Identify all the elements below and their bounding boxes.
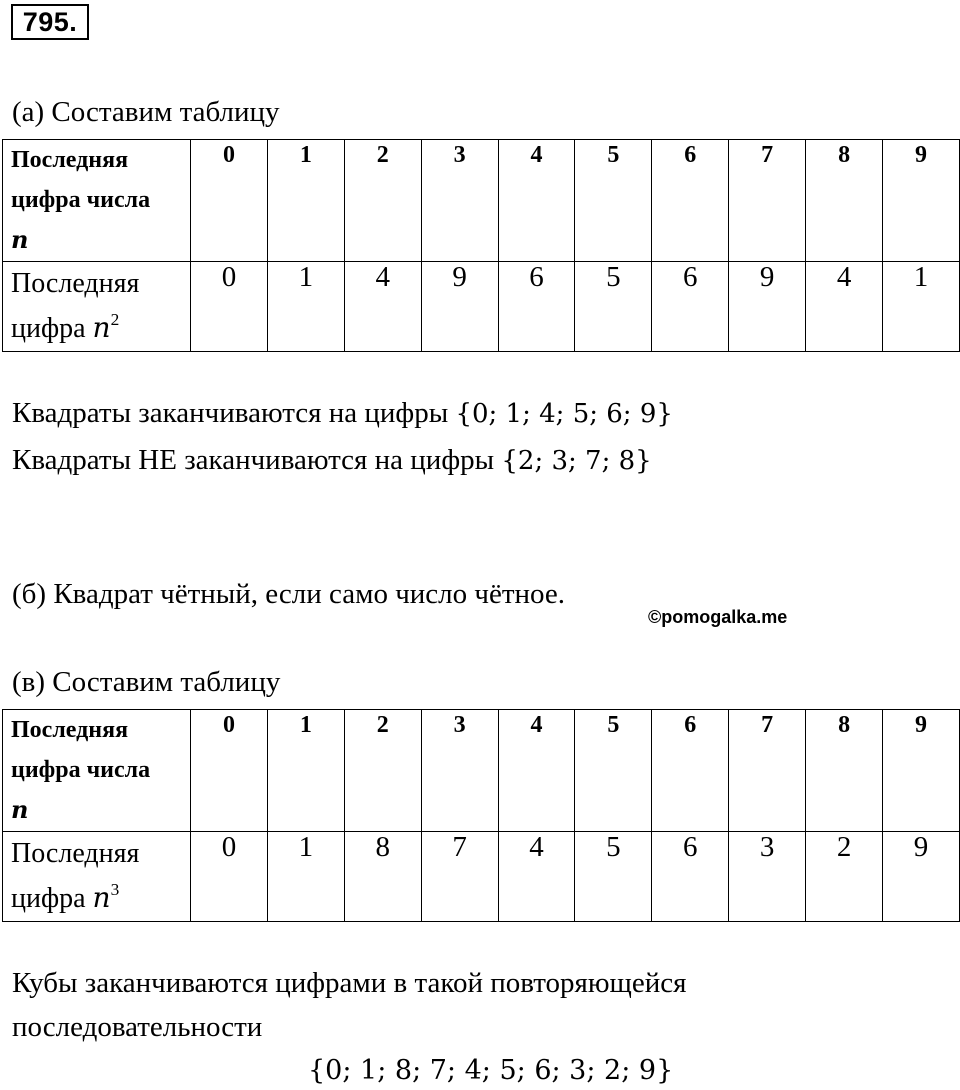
row-header-line: цифра числа (11, 757, 151, 783)
digit-value: 4 (498, 832, 575, 922)
digit-header: 7 (729, 710, 806, 832)
cubes-sequence-set: {0; 1; 8; 7; 4; 5; 6; 3; 2; 9} (308, 1055, 674, 1086)
digit-header: 9 (883, 710, 960, 832)
digit-header: 0 (191, 140, 268, 262)
digit-value: 6 (652, 832, 729, 922)
digit-value: 3 (729, 832, 806, 922)
digit-header: 2 (344, 710, 421, 832)
variable-n: n (92, 311, 111, 344)
part-b-text: (б) Квадрат чётный, если само число чётное. (12, 578, 566, 610)
variable-n: n (11, 225, 29, 254)
row-value-label-cell (3, 832, 191, 922)
digit-header: 1 (267, 710, 344, 832)
row-value-line: Последняя (11, 268, 140, 299)
exponent: 2 (110, 309, 120, 329)
table-row (3, 140, 960, 262)
variable-n: n (11, 795, 29, 824)
row-header-line: цифра числа (11, 187, 151, 213)
row-header-cell (3, 140, 191, 262)
digit-value: 9 (421, 262, 498, 352)
digit-header: 6 (652, 710, 729, 832)
row-header-line: Последняя (11, 717, 129, 743)
table-cubes (2, 709, 960, 922)
digit-header: 8 (806, 140, 883, 262)
digit-value: 6 (498, 262, 575, 352)
cubes-sequence-line2: последовательности (12, 1011, 263, 1043)
digit-value: 9 (883, 832, 960, 922)
digit-value: 0 (191, 832, 268, 922)
digit-header: 1 (267, 140, 344, 262)
problem-number: 795. (11, 4, 89, 40)
digit-header: 2 (344, 140, 421, 262)
squares-not-end-digits (12, 446, 652, 475)
exponent: 3 (110, 879, 120, 899)
watermark: ©pomogalka.me (648, 607, 788, 627)
squares-end-set: {0; 1; 4; 5; 6; 9} (455, 399, 673, 429)
digit-value: 5 (575, 832, 652, 922)
variable-n: n (92, 881, 111, 914)
digit-header: 0 (191, 710, 268, 832)
part-c-intro: (в) Составим таблицу (12, 666, 281, 698)
row-value-line: цифра (11, 313, 86, 344)
squares-end-text: Квадраты заканчиваются на цифры (12, 397, 449, 429)
digit-value: 2 (806, 832, 883, 922)
row-value-line: Последняя (11, 838, 140, 869)
squares-end-digits (12, 399, 673, 428)
digit-value: 6 (652, 262, 729, 352)
table-row (3, 710, 960, 832)
part-a-intro: (а) Составим таблицу (12, 96, 280, 128)
digit-value: 1 (883, 262, 960, 352)
digit-value: 1 (267, 262, 344, 352)
table-squares (2, 139, 960, 352)
digit-header: 6 (652, 140, 729, 262)
squares-not-end-set: {2; 3; 7; 8} (501, 446, 652, 476)
digit-value: 5 (575, 262, 652, 352)
digit-header: 9 (883, 140, 960, 262)
row-header-line: Последняя (11, 147, 129, 173)
digit-value: 1 (267, 832, 344, 922)
digit-header: 8 (806, 710, 883, 832)
digit-value: 9 (729, 262, 806, 352)
row-value-line: цифра (11, 883, 86, 914)
digit-value: 4 (806, 262, 883, 352)
digit-value: 8 (344, 832, 421, 922)
digit-header: 4 (498, 710, 575, 832)
table-row (3, 832, 960, 922)
digit-header: 5 (575, 140, 652, 262)
digit-value: 0 (191, 262, 268, 352)
digit-value: 4 (344, 262, 421, 352)
digit-header: 3 (421, 710, 498, 832)
squares-not-end-text: Квадраты НЕ заканчиваются на цифры (12, 444, 495, 476)
cubes-sequence-line1: Кубы заканчиваются цифрами в такой повторяющейся (12, 967, 687, 999)
row-header-cell (3, 710, 191, 832)
digit-value: 7 (421, 832, 498, 922)
table-row (3, 262, 960, 352)
digit-header: 3 (421, 140, 498, 262)
digit-header: 4 (498, 140, 575, 262)
digit-header: 5 (575, 710, 652, 832)
digit-header: 7 (729, 140, 806, 262)
row-value-label-cell (3, 262, 191, 352)
